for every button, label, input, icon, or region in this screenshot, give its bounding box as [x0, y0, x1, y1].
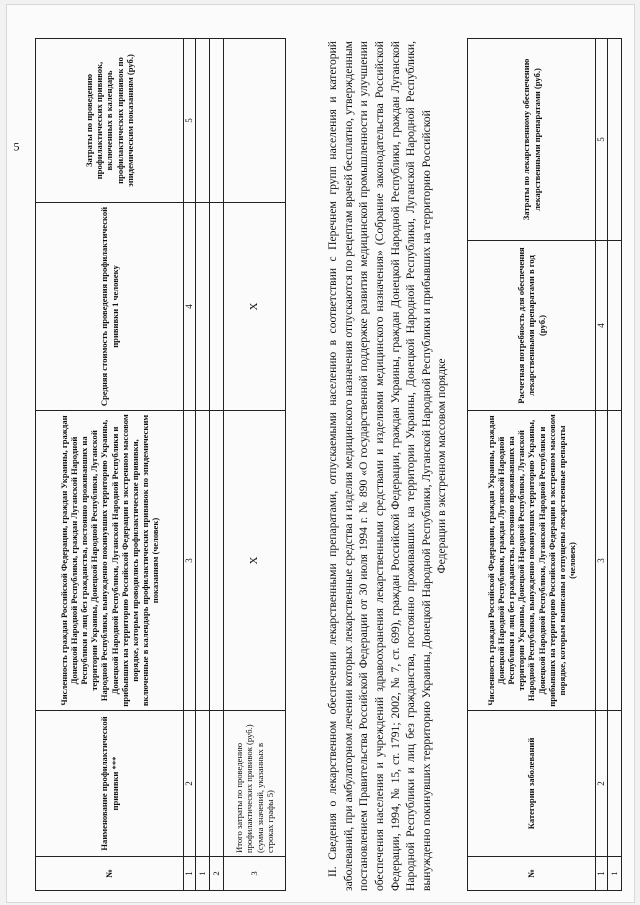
table1-total-row — [224, 39, 286, 891]
table1-header-vaccine-name: Наименование профилактической прививки *** — [36, 711, 184, 857]
table2-colnum-5: 5 — [596, 39, 608, 241]
table2-header-disease-category: Категории заболеваний — [468, 711, 596, 857]
document-page — [6, 4, 635, 903]
table2-header-row — [468, 39, 596, 891]
table1-total-x-col3: X — [224, 411, 286, 711]
table1-colnum-2: 2 — [184, 711, 196, 857]
drug-supply-table — [467, 38, 622, 891]
table2-row-index: 1 — [608, 857, 622, 891]
page-number: 5 — [13, 139, 20, 154]
table2-header-annual-need: Расчетная потребность для обеспечения лекарственными препаратами в год (руб.) — [468, 241, 596, 411]
table1-header-total-costs: Затраты по проведению профилактических прививок, включенных в календарь профилактических прививок по эпидемическим показаниям (руб.) — [36, 39, 184, 203]
table-row — [196, 39, 210, 891]
table1-header-headcount: Численность граждан Российской Федерации, граждан Украины, граждан Донецкой Народной Республики, граждан Луганской Народной Республики и лиц без гражданства, постоянно проживавших на территории Украины, Донецкой Народной Республики, Луганской Народной Республики, вынужденно покинувших территорию Украины, Донецкой Народной Республики, Луганской Народной Республики и прибывших на территорию Российской Федерации в экстренном массовом порядке, которым проводились профилактические прививки, включенные в календарь профилактических прививок по эпидемическим показаниям (человек) — [36, 411, 184, 711]
table2-colnum-3: 3 — [596, 411, 608, 711]
table2-header-headcount: Численность граждан Российской Федерации, граждан Украины, граждан Донецкой Народной Республики, граждан Луганской Народной Республики и лиц без гражданства, постоянно проживавших на территории Украины, Донецкой Народной Республики, Луганской Народной Республики, вынужденно покинувших территорию Украины, Донецкой Народной Республики, Луганской Народной Республики и прибывших на территорию Российской Федерации в экстренном массовом порядке, которым выписаны и отпущены лекарственные препараты (человек) — [468, 411, 596, 711]
table1-column-numbers — [184, 39, 196, 891]
table1-total-num: 3 — [224, 857, 286, 891]
vaccination-costs-table — [35, 38, 286, 891]
table1-colnum-1: 1 — [184, 857, 196, 891]
rotated-content — [7, 5, 634, 895]
table1-colnum-3: 3 — [184, 411, 196, 711]
table1-colnum-5: 5 — [184, 39, 196, 203]
table1-total-label: Итого затраты по проведению профилактических прививок (руб.) (сумма значений, указанных в строках графы 5) — [224, 711, 286, 857]
table1-header-num: № — [36, 857, 184, 891]
table1-row-index: 1 — [196, 857, 210, 891]
table1-header-avg-cost: Средняя стоимость проведения профилактической прививки 1 человеку — [36, 203, 184, 411]
table1-row-index: 2 — [210, 857, 224, 891]
table1-header-row — [36, 39, 184, 891]
table2-header-drug-costs: Затраты по лекарственному обеспечению лекарственными препаратами (руб.) — [468, 39, 596, 241]
table2-colnum-4: 4 — [596, 241, 608, 411]
section-ii-heading — [325, 41, 450, 891]
table2-colnum-2: 2 — [596, 711, 608, 857]
section-paragraph: II. Сведения о лекарственном обеспечении лекарственными препаратами, отпускаемыми населению в соответствии с Перечнем групп населения и категорий заболеваний, при амбулаторном лечении которых лекарственные средства и изделия медицинского назначения отпускаются по рецептам врачей бесплатно, утвержденным постановлением Правительства Российской Федерации от 30 июля 1994 г. № 890 «О государственной поддержке развития медицинской промышленности и улучшении обеспечения населения и учреждений здравоохранения лекарственными средствами и изделиями медицинского назначения» (Собрание законодательства Российской Федерации, 1994, № 15, ст. 1791; 2002, № 7, ст. 699), граждан Российской Федерации, граждан Украины, граждан Донецкой Народной Республики, граждан Луганской Народной Республики и лиц без гражданства, постоянно проживавших на территории Украины, Донецкой Народной Республики, Луганской Народной Республики, вынужденно покинувших территорию Украины, Донецкой Народной Республики, Луганской Народной Республики и прибывших на территорию Российской — [326, 41, 433, 891]
section-last-line: Федерации в экстренном массовом порядке — [435, 358, 449, 574]
table1-total-x-col4: X — [224, 203, 286, 411]
table2-column-numbers — [596, 39, 608, 891]
table-row — [608, 39, 622, 891]
table1-colnum-4: 4 — [184, 203, 196, 411]
table-row — [210, 39, 224, 891]
table2-colnum-1: 1 — [596, 857, 608, 891]
table2-header-num: № — [468, 857, 596, 891]
